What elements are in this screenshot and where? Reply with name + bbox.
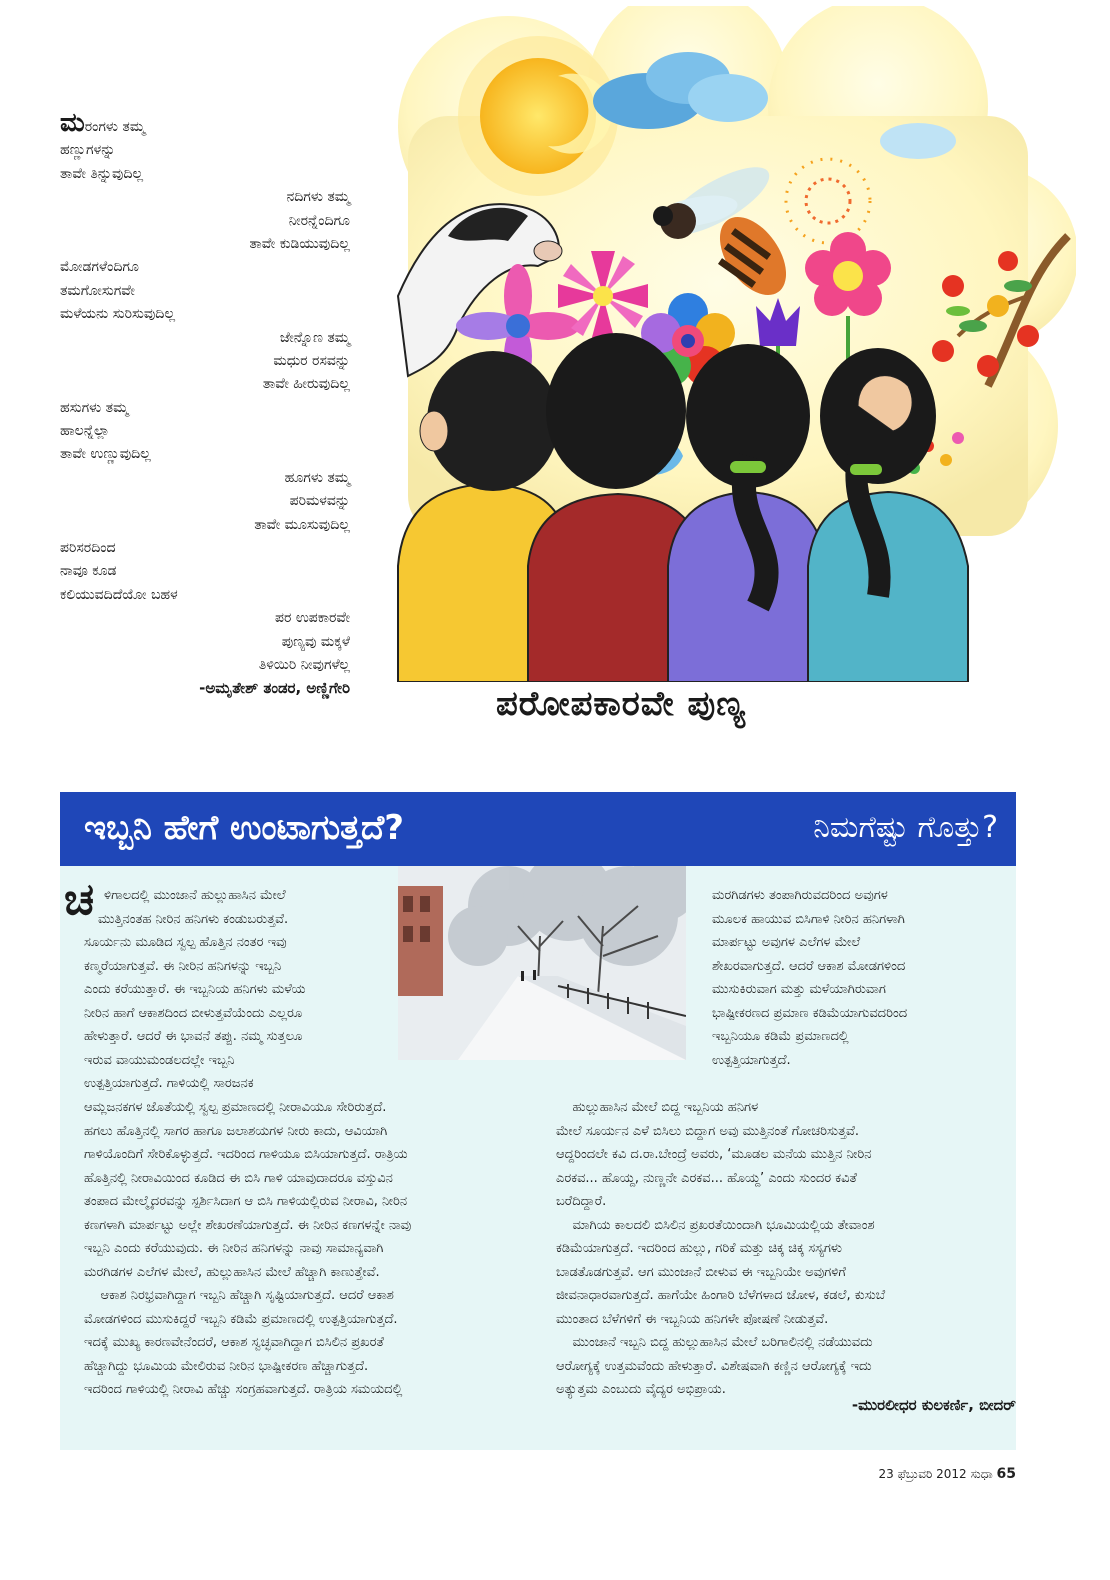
poem-line: ಹಾಲನ್ನೆಲ್ಲಾ: [60, 423, 110, 440]
article-drop-letter: ಚ: [64, 874, 95, 925]
poem-line: ಹಣ್ಣುಗಳನ್ನು: [60, 142, 116, 159]
article-text-line: ಹೆಚ್ಚಾಗಿದ್ದು ಭೂಮಿಯ ಮೇಲಿರುವ ನೀರಿನ ಭಾಷ್ಪೀಕರಣ ಹೆಚ್ಚಾಗುತ್ತದೆ.: [84, 1358, 369, 1374]
article-text-line: ಮುಂಜಾನೆ ಇಬ್ಬನಿ ಬಿದ್ದ ಹುಲ್ಲುಹಾಸಿನ ಮೇಲೆ ಬರಿಗಾಲಿನಲ್ಲಿ ನಡೆಯುವದು: [556, 1335, 873, 1350]
poem-first-line: [60, 108, 350, 139]
article-text-line: ಕಡಿಮೆಯಾಗುತ್ತದೆ. ಇದರಿಂದ ಹುಲ್ಲು, ಗರಿಕೆ ಮತ್ತು ಚಿಕ್ಕ ಚಿಕ್ಕ ಸಸ್ಯಗಳು: [556, 1241, 843, 1256]
article-text-line: ಮೇಲೆ ಸೂರ್ಯನ ಎಳೆ ಬಿಸಿಲು ಬಿದ್ದಾಗ ಅವು ಮುತ್ತಿನಂತೆ ಗೋಚರಿಸುತ್ತವೆ.: [556, 1123, 860, 1139]
poem-line: ಹಸುಗಳು ತಮ್ಮ: [60, 399, 129, 416]
article-text-line: ಇಬ್ಬನಿ ಎಂದು ಕರೆಯುವುದು. ಈ ನೀರಿನ ಹನಿಗಳನ್ನು ನಾವು ಸಾಮಾನ್ಯವಾಗಿ: [84, 1241, 384, 1256]
poem-line: ಹೂಗಳು ತಮ್ಮ: [284, 469, 350, 486]
poem-line: ತಾವೇ ಹೀರುವುದಿಲ್ಲ: [262, 376, 350, 393]
poem-line: ನಾವೂ ಕೂಡ: [60, 563, 117, 580]
poem-line: ಪರಿಮಳವನ್ನು: [289, 493, 350, 510]
poem-line: ಪರಿಸರದಿಂದ: [60, 540, 116, 557]
article-text-line: ಸೂರ್ಯನು ಮೂಡಿದ ಸ್ವಲ್ಪ ಹೊತ್ತಿನ ನಂತರ ಇವು: [84, 935, 287, 950]
poem-line: ಜೇನ್ನೊಣ ತಮ್ಮ: [279, 329, 350, 346]
footer-magazine: ಸುಧಾ: [970, 1467, 993, 1481]
poem-line: ಮಳೆಯನು ಸುರಿಸುವುದಿಲ್ಲ: [60, 306, 176, 323]
poem-line: ತಾವೇ ಮೂಸುವುದಿಲ್ಲ: [254, 516, 350, 533]
poem-author: -ಅಮೃತೇಶ್ ತಂಡರ, ಅಣ್ಣಿಗೇರಿ: [199, 679, 350, 698]
article-text-line: ಮರಗಿಡಗಳ ಎಲೆಗಳ ಮೇಲೆ, ಹುಲ್ಲುಹಾಸಿನ ಮೇಲೆ ಹೆಚ್ಚಾಗಿ ಕಾಣುತ್ತೇವೆ.: [84, 1264, 380, 1280]
article-text-line: ಳಿಗಾಲದಲ್ಲಿ ಮುಂಜಾನೆ ಹುಲ್ಲುಹಾಸಿನ ಮೇಲೆ: [104, 888, 286, 903]
poem-block: [60, 108, 350, 698]
article-text-line: ಮರಗಿಡಗಳು ತಂಪಾಗಿರುವದರಿಂದ ಅವುಗಳ: [712, 888, 888, 903]
snow-street-photo: [398, 866, 686, 1060]
article-text-line: ಶೇಖರವಾಗುತ್ತದೆ. ಆದರೆ ಆಕಾಶ ಮೋಡಗಳಿಂದ: [712, 958, 906, 974]
article-text-line: ಮುಸುಕಿರುವಾಗ ಮತ್ತು ಮಳೆಯಾಗಿರುವಾಗ: [712, 982, 886, 997]
poem-line: ನೀರನ್ನೆಂದಿಗೂ: [288, 212, 350, 229]
article-text-line: ಇದರಿಂದ ಗಾಳಿಯಲ್ಲಿ ನೀರಾವಿ ಹೆಚ್ಚು ಸಂಗ್ರಹವಾಗುತ್ತದೆ. ರಾತ್ರಿಯ ಸಮಯದಲ್ಲಿ: [84, 1382, 403, 1397]
poem-line: ಪರ ಉಪಕಾರವೇ: [275, 610, 350, 627]
page-footer: [879, 1466, 1016, 1482]
article-text-line: ಇಬ್ಬನಿಯೂ ಕಡಿಮೆ ಪ್ರಮಾಣದಲ್ಲಿ: [712, 1029, 849, 1044]
poem-line: ನದಿಗಳು ತಮ್ಮ: [286, 189, 350, 206]
article-text-line: ನೀರಿನ ಹಾಗೆ ಆಕಾಶದಿಂದ ಬೀಳುತ್ತವೆಯೆಂದು ಎಲ್ಲರೂ: [84, 1005, 303, 1021]
footer-date: 23 ಫೆಬ್ರುವರಿ 2012: [878, 1467, 967, 1481]
footer-page-number: 65: [996, 1466, 1016, 1482]
article-text-line: ಬರೆದಿದ್ದಾರೆ.: [556, 1194, 607, 1209]
article-banner: [60, 792, 1016, 866]
article-text-line: ಉತ್ಪತ್ತಿಯಾಗುತ್ತದೆ.: [712, 1052, 791, 1068]
article-text-line: ಗಾಳಿಯೊಂದಿಗೆ ಸೇರಿಕೊಳ್ಳುತ್ತದೆ. ಇದರಿಂದ ಗಾಳಿಯೂ ಬಿಸಿಯಾಗುತ್ತದೆ. ರಾತ್ರಿಯ: [84, 1147, 408, 1162]
article-text-line: ಎರಕವ... ಹೊಯ್ದ, ನುಣ್ಣನೇ ಎರಕವ... ಹೊಯ್ದ’ ಎಂದು ಸುಂದರ ಕವಿತೆ: [556, 1170, 857, 1186]
article-text-line: ಆಮ್ಲಜನಕಗಳ ಜೊತೆಯಲ್ಲಿ ಸ್ವಲ್ಪ ಪ್ರಮಾಣದಲ್ಲಿ ನೀರಾವಿಯೂ ಸೇರಿರುತ್ತದೆ.: [84, 1100, 387, 1115]
sun-icon: [458, 36, 618, 196]
article-text-line: ಹೊತ್ತಿನಲ್ಲಿ ನೀರಾವಿಯಿಂದ ಕೂಡಿದ ಈ ಬಿಸಿ ಗಾಳಿ ಯಾವುದಾದರೂ ವಸ್ತುವಿನ: [84, 1170, 393, 1186]
article-text-line: ಭಾಷ್ಪೀಕರಣದ ಪ್ರಮಾಣ ಕಡಿಮೆಯಾಗುವದರಿಂದ: [712, 1005, 908, 1021]
article-text-line: ಅತ್ಯುತ್ತಮ ಎಂಬುದು ವೈದ್ಯರ ಅಭಿಪ್ರಾಯ.: [556, 1382, 726, 1397]
article-text-line: ಎಂದು ಕರೆಯುತ್ತಾರೆ. ಈ ಇಬ್ಬನಿಯ ಹನಿಗಳು ಮಳೆಯ: [84, 982, 306, 997]
poem-line: ಮಧುರ ರಸವನ್ನು: [273, 352, 350, 369]
article-text-line: ಹುಲ್ಲುಹಾಸಿನ ಮೇಲೆ ಬಿದ್ದ ಇಬ್ಬನಿಯ ಹನಿಗಳ: [556, 1100, 759, 1115]
article-text-line: ಮಾರ್ಪಟ್ಟು ಅವುಗಳ ಎಲೆಗಳ ಮೇಲೆ: [712, 935, 861, 950]
article-text-line: ಬಾಡತೊಡಗುತ್ತವೆ. ಆಗ ಮುಂಜಾನೆ ಬೀಳುವ ಈ ಇಬ್ಬನಿಯೇ ಅವುಗಳಿಗೆ: [556, 1264, 846, 1280]
article-text-line: ಇರುವ ವಾಯುಮಂಡಲದಲ್ಲೇ ಇಬ್ಬನಿ: [84, 1052, 235, 1068]
poem-lines: [60, 139, 350, 677]
article-text-line: ಮೋಡಗಳಿಂದ ಮುಸುಕಿದ್ದರೆ ಇಬ್ಬನಿ ಕಡಿಮೆ ಪ್ರಮಾಣದಲ್ಲಿ ಉತ್ಪತ್ತಿಯಾಗುತ್ತದೆ.: [84, 1311, 398, 1327]
poem-line: ತಾವೇ ತಿನ್ನುವುದಿಲ್ಲ: [60, 165, 144, 182]
article-text-line: ಮುಂತಾದ ಬೆಳೆಗಳಿಗೆ ಈ ಇಬ್ಬನಿಯ ಹನಿಗಳೇ ಪೋಷಣೆ ನೀಡುತ್ತವೆ.: [556, 1311, 829, 1327]
poem-line: ಪುಣ್ಯವು ಮಕ್ಕಳೆ: [281, 633, 350, 650]
article-text-line: ಜೀವನಾಧಾರವಾಗುತ್ತದೆ. ಹಾಗೆಯೇ ಹಿಂಗಾರಿ ಬೆಳೆಗಳಾದ ಜೋಳ, ಕಡಲೆ, ಕುಸುಬೆ: [556, 1288, 886, 1303]
article-text-line: ಇದಕ್ಕೆ ಮುಖ್ಯ ಕಾರಣವೇನೆಂದರೆ, ಆಕಾಶ ಸ್ವಚ್ಛವಾಗಿದ್ದಾಗ ಬಿಸಿಲಿನ ಪ್ರಖರತೆ: [84, 1335, 384, 1350]
article-headline: ಇಬ್ಬನಿ ಹೇಗೆ ಉಂಟಾಗುತ್ತದೆ?: [84, 808, 405, 848]
article-text-line: ಮಾಗಿಯ ಕಾಲದಲಿ ಬಿಸಿಲಿನ ಪ್ರಖರತೆಯಿಂದಾಗಿ ಭೂಮಿಯಲ್ಲಿಯ ತೇವಾಂಶ: [556, 1217, 875, 1233]
article-text-line: ಕಣ್ಮರೆಯಾಗುತ್ತವೆ. ಈ ನೀರಿನ ಹನಿಗಳನ್ನು ಇಬ್ಬನಿ: [84, 958, 282, 974]
poem-illustration: [388, 6, 1076, 682]
article-tagline: ನಿಮಗೆಷ್ಟು ಗೊತ್ತು?: [813, 810, 998, 845]
poem-line: ರಂಗಳು ತಮ್ಮ: [84, 119, 146, 135]
article-text-line: ಹಗಲು ಹೊತ್ತಿನಲ್ಲಿ ಸಾಗರ ಹಾಗೂ ಜಲಾಶಯಗಳ ನೀರು ಕಾದು, ಆವಿಯಾಗಿ: [84, 1123, 388, 1139]
poem-line: ತಿಳಿಯಿರಿ ನೀವುಗಳೆಲ್ಲ: [258, 656, 350, 673]
article-text-line: ಮುತ್ತಿನಂತಹ ನೀರಿನ ಹನಿಗಳು ಕಂಡುಬರುತ್ತವೆ.: [98, 911, 289, 927]
article-text-line: ತಂಪಾದ ಮೇಲ್ಮೈದರವನ್ನು ಸ್ಪರ್ಶಿಸಿದಾಗ ಆ ಬಿಸಿ ಗಾಳಿಯಲ್ಲಿರುವ ನೀರಾವಿ, ನೀರಿನ: [84, 1194, 408, 1209]
article-text-line: ಆಕಾಶ ನಿರಭ್ರವಾಗಿದ್ದಾಗ ಇಬ್ಬನಿ ಹೆಚ್ಚಾಗಿ ಸೃಷ್ಟಿಯಾಗುತ್ತದೆ. ಆದರೆ ಆಕಾಶ: [84, 1288, 394, 1303]
poem-line: ತಾವೇ ಕುಡಿಯುವುದಿಲ್ಲ: [249, 235, 350, 252]
article-text-line: ಹೇಳುತ್ತಾರೆ. ಆದರೆ ಈ ಭಾವನೆ ತಪ್ಪು. ನಮ್ಮ ಸುತ್ತಲೂ: [84, 1029, 303, 1044]
article-text-line: ಆರೋಗ್ಯಕ್ಕೆ ಉತ್ತಮವೆಂದು ಹೇಳುತ್ತಾರೆ. ವಿಶೇಷವಾಗಿ ಕಣ್ಣಿನ ಆರೋಗ್ಯಕ್ಕೆ ಇದು: [556, 1358, 872, 1374]
poem-line: ಕಲಿಯುವದಿದೆಯೋ ಬಹಳ: [60, 586, 178, 603]
poem-title: ಪರೋಪಕಾರವೇ ಪುಣ್ಯ: [496, 684, 746, 724]
poem-line: ತಾವೇ ಉಣ್ಣುವುದಿಲ್ಲ: [60, 446, 151, 463]
article-text-line: ಉತ್ಪತ್ತಿಯಾಗುತ್ತದೆ. ಗಾಳಿಯಲ್ಲಿ ಸಾರಜನಕ: [84, 1076, 254, 1091]
article-text-line: ಆದ್ದರಿಂದಲೇ ಕವಿ ದ.ರಾ.ಬೇಂದ್ರೆ ಅವರು, ‘ಮೂಡಲ ಮನೆಯ ಮುತ್ತಿನ ನೀರಿನ: [556, 1147, 872, 1162]
poem-drop-letter: ಮ: [60, 108, 85, 138]
poem-line: ತಮಗೋಸುಗವೇ: [60, 282, 135, 299]
article-text-line: ಮೂಲಕ ಹಾಯುವ ಬಿಸಿಗಾಳಿ ನೀರಿನ ಹನಿಗಳಾಗಿ: [712, 911, 905, 927]
poem-line: ಮೋಡಗಳೆಂದಿಗೂ: [60, 259, 139, 276]
article-byline: -ಮುರಲೀಧರ ಕುಲಕರ್ಣಿ, ಬೀದರ್: [851, 1396, 1016, 1414]
article-text-line: ಕಣಗಳಾಗಿ ಮಾರ್ಪಟ್ಟು ಅಲ್ಲೇ ಶೇಖರಣೆಯಾಗುತ್ತದೆ. ಈ ನೀರಿನ ಕಣಗಳನ್ನೇ ನಾವು: [84, 1217, 412, 1233]
